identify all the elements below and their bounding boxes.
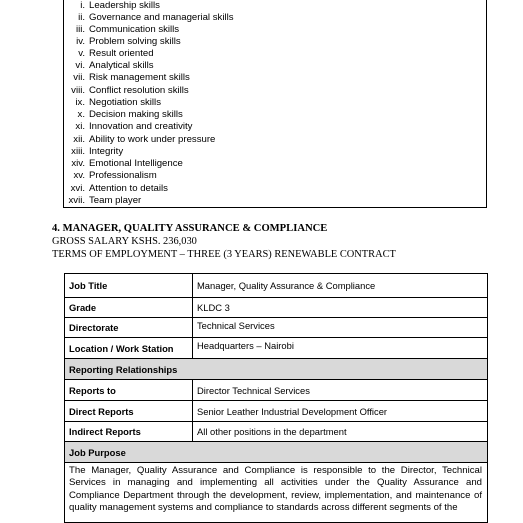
job-purpose-header: Job Purpose	[65, 442, 488, 463]
location-value: Headquarters – Nairobi	[193, 338, 488, 359]
directorate-value: Technical Services	[193, 318, 488, 338]
table-row	[65, 442, 488, 463]
indirect-reports-value: All other positions in the department	[193, 422, 488, 442]
terms-of-employment: TERMS OF EMPLOYMENT – THREE (3 YEARS) RENEWABLE CONTRACT	[52, 249, 396, 260]
table-row	[65, 380, 488, 401]
table-row	[65, 359, 488, 380]
table-row	[65, 274, 488, 298]
directorate-label: Directorate	[65, 318, 193, 338]
indirect-reports-label: Indirect Reports	[65, 422, 193, 442]
job-title-label: Job Title	[65, 274, 193, 298]
section-heading: 4. MANAGER, QUALITY ASSURANCE & COMPLIANCE	[52, 223, 328, 234]
table-row	[65, 422, 488, 442]
direct-reports-value: Senior Leather Industrial Development Officer	[193, 401, 488, 422]
gross-salary: GROSS SALARY KSHS. 236,030	[52, 236, 197, 247]
table-row	[65, 463, 488, 523]
reporting-relationships-header: Reporting Relationships	[65, 359, 488, 380]
table-row	[65, 401, 488, 422]
reports-to-value: Director Technical Services	[193, 380, 488, 401]
grade-value: KLDC 3	[193, 298, 488, 318]
table-row	[65, 338, 488, 359]
direct-reports-label: Direct Reports	[65, 401, 193, 422]
job-purpose-text: The Manager, Quality Assurance and Compliance is responsible to the Director, Technical Services in managing and implementing all activities under the Quality Assurance and Compliance Department through the development, review, implementation, and maintenance of quality management systems and compliance to standards across different segments of the	[65, 463, 488, 523]
table-row	[65, 298, 488, 318]
table-row	[65, 318, 488, 338]
competencies-list-box: i. Leadership skills ii. Governance and managerial skills iii. Communication skills iv. Problem solving skills v. Result oriented vi. Analytical skills vii. Risk management skills viii. Conflict resolution skills ix. Negotiation skills x. Decision making skills xi. Innovation and creativity xii. Ability to work under pressure xiii. Integrity xiv. Emotional Intelligence xv. Professionalism xvi. Attention to details xvii. Team player	[63, 0, 487, 208]
job-title-value: Manager, Quality Assurance & Compliance	[193, 274, 488, 298]
grade-label: Grade	[65, 298, 193, 318]
job-details-table	[64, 273, 488, 523]
location-label: Location / Work Station	[65, 338, 193, 359]
reports-to-label: Reports to	[65, 380, 193, 401]
